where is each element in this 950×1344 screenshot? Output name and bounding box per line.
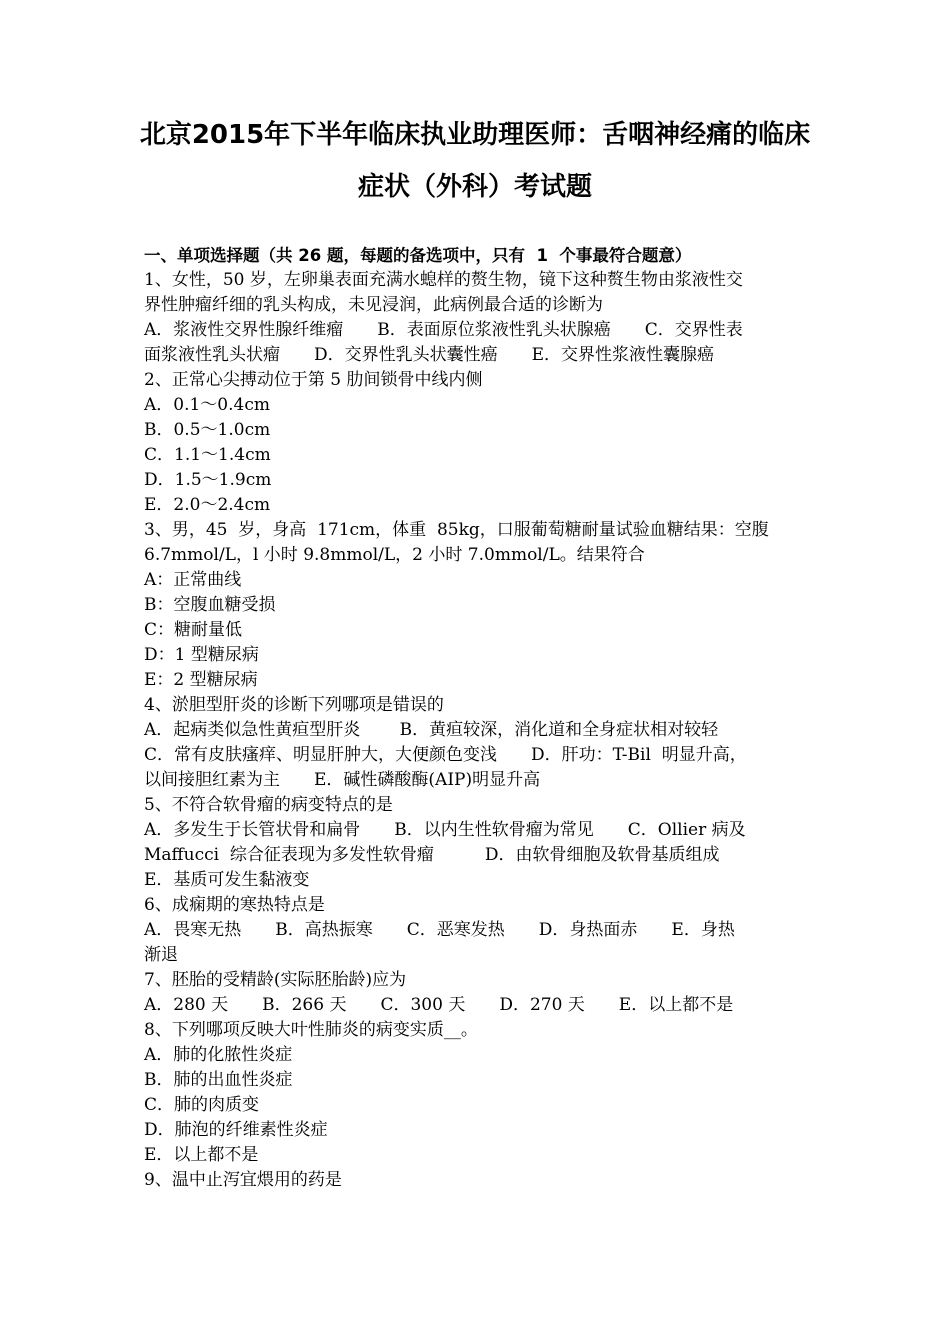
- document-title-line-1: 北京2015年下半年临床执业助理医师：舌咽神经痛的临床: [139, 120, 811, 150]
- question-1-stem-line-1: 1、女性，50 岁，左卵巢表面充满水螅样的赘生物，镜下这种赘生物由浆液性交: [144, 270, 743, 290]
- question-8-option-c: C．肺的肉质变: [144, 1095, 260, 1115]
- section-heading: 一、单项选择题（共 26 题，每题的备选项中，只有 1 个事最符合题意）: [144, 246, 692, 265]
- question-6-stem: 6、成痫期的寒热特点是: [144, 895, 325, 915]
- question-5-stem: 5、不符合软骨瘤的病变特点的是: [144, 795, 393, 815]
- question-3-option-b: B：空腹血糖受损: [144, 595, 276, 615]
- question-4-options-line-3: 以间接胆红素为主 E．碱性磷酸酶(AIP)明显升高: [144, 770, 541, 790]
- question-7-options: A．280 天 B．266 天 C．300 天 D．270 天 E．以上都不是: [144, 995, 734, 1015]
- question-2-option-a: A．0.1～0.4cm: [144, 395, 270, 415]
- question-8-stem: 8、下列哪项反映大叶性肺炎的病变实质__。: [144, 1020, 478, 1040]
- question-3-option-d: D：1 型糖尿病: [144, 645, 259, 665]
- question-2-stem: 2、正常心尖搏动位于第 5 肋间锁骨中线内侧: [144, 370, 483, 390]
- question-5-options-line-2: Maffucci 综合征表现为多发性软骨瘤 D．由软骨细胞及软骨基质组成: [144, 845, 720, 865]
- question-8-option-b: B．肺的出血性炎症: [144, 1070, 293, 1090]
- question-8-option-a: A．肺的化脓性炎症: [144, 1045, 293, 1065]
- question-3-stem-line-2: 6.7mmol/L，l 小时 9.8mmol/L，2 小时 7.0mmol/L。结果符合: [144, 545, 645, 565]
- question-9-stem: 9、温中止泻宜煨用的药是: [144, 1170, 342, 1190]
- question-6-options-line-2: 渐退: [144, 945, 178, 965]
- question-3-option-a: A：正常曲线: [144, 570, 242, 590]
- question-4-stem: 4、淤胆型肝炎的诊断下列哪项是错误的: [144, 695, 444, 715]
- question-1-stem-line-2: 界性肿瘤纤细的乳头构成，未见浸润，此病例最合适的诊断为: [144, 295, 603, 315]
- question-3-stem-line-1: 3、男，45 岁，身高 171cm，体重 85kg，口服葡萄糖耐量试验血糖结果：空腹: [144, 520, 769, 540]
- question-1-options-line-1: A．浆液性交界性腺纤维瘤 B．表面原位浆液性乳头状腺癌 C．交界性表: [144, 320, 743, 340]
- question-4-options-line-2: C．常有皮肤瘙痒、明显肝肿大，大便颜色变浅 D．肝功：T-Bil 明显升高，: [144, 745, 747, 765]
- question-2-option-b: B．0.5～1.0cm: [144, 420, 271, 440]
- question-4-options-line-1: A．起病类似急性黄疸型肝炎 B．黄疸较深，消化道和全身症状相对较轻: [144, 720, 719, 740]
- question-7-stem: 7、胚胎的受精龄(实际胚胎龄)应为: [144, 970, 407, 990]
- document-body: [144, 243, 812, 1193]
- question-8-option-e: E．以上都不是: [144, 1145, 259, 1165]
- question-5-options-line-3: E．基质可发生黏液变: [144, 870, 310, 890]
- question-2-option-e: E．2.0～2.4cm: [144, 495, 271, 515]
- question-5-options-line-1: A．多发生于长管状骨和扁骨 B．以内生性软骨瘤为常见 C．Ollier 病及: [144, 820, 746, 840]
- document-title-line-2: 症状（外科）考试题: [357, 172, 592, 202]
- question-3-option-e: E：2 型糖尿病: [144, 670, 258, 690]
- question-2-option-c: C．1.1～1.4cm: [144, 445, 271, 465]
- question-8-option-d: D．肺泡的纤维素性炎症: [144, 1120, 328, 1140]
- question-3-option-c: C：糖耐量低: [144, 620, 243, 640]
- question-1-options-line-2: 面浆液性乳头状瘤 D．交界性乳头状囊性癌 E．交界性浆液性囊腺癌: [144, 345, 715, 365]
- question-6-options-line-1: A．畏寒无热 B．高热振寒 C．恶寒发热 D．身热面赤 E．身热: [144, 920, 735, 940]
- question-2-option-d: D．1.5～1.9cm: [144, 470, 272, 490]
